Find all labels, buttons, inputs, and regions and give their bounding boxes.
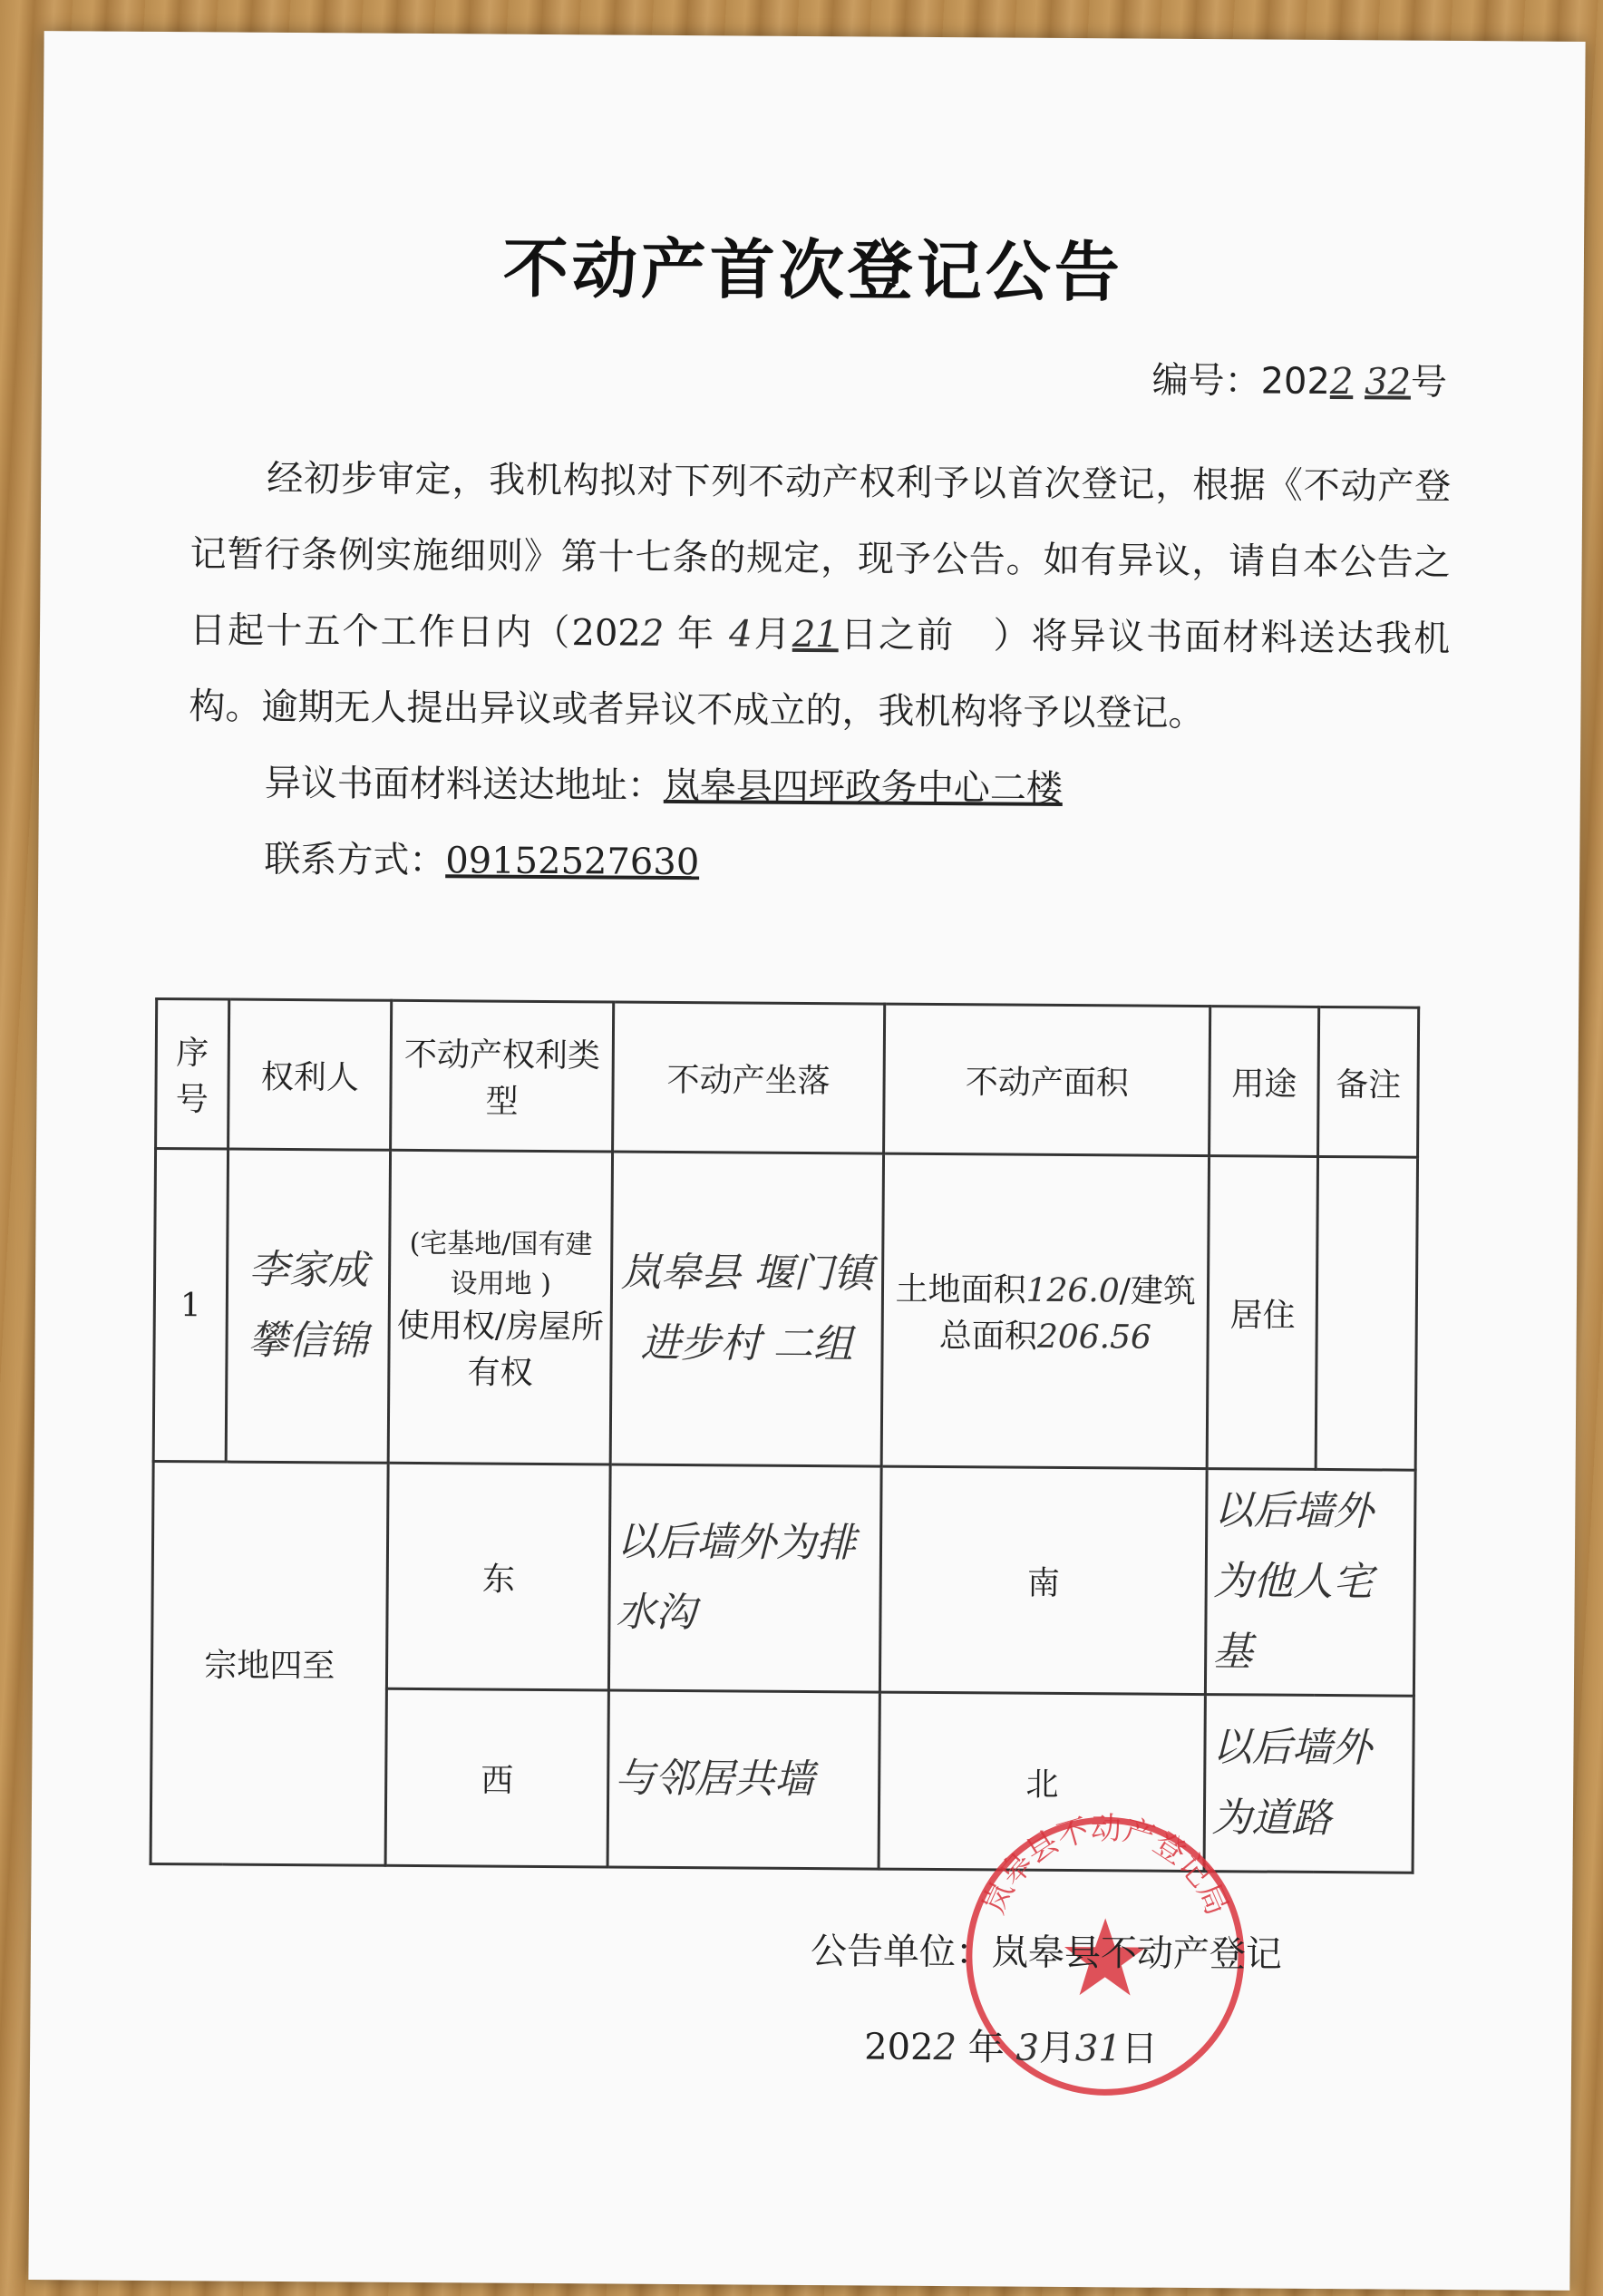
contact-info: 联系方式：09152527630 [264, 838, 700, 884]
registration-table [150, 997, 1421, 1874]
south-boundary: 以后墙外为他人宅基 [1206, 1469, 1415, 1697]
svg-text:岚皋县不动产登记局: 岚皋县不动产登记局 [976, 1810, 1236, 1921]
row-number: 1 [153, 1148, 228, 1462]
header-cell: 备注 [1318, 1007, 1419, 1157]
notice-date: 2022 年 3月31日 [864, 2026, 1158, 2070]
right-type: (宅基地/国有建设用地 ) 使用权/房屋所有权 [389, 1150, 613, 1464]
right-holder: 李家成 攀信锦 [226, 1149, 391, 1463]
objection-address: 异议书面材料送达地址：岚皋县四坪政务中心二楼 [264, 762, 1064, 810]
header-cell: 权利人 [228, 999, 392, 1150]
notice-paragraph: 经初步审定，我机构拟对下列不动产权利予以首次登记，根据《不动产登记暂行条例实施细则》第十七条的规定，现予公告。如有异议，请自本公告之日起十五个工作日内（2022 年 4月21日之前 ）将异议书面材料送达我机构。逾期无人提出异议或者异议不成立的，我机构将予以登记。 [189, 457, 1452, 735]
table-header-row [156, 998, 1419, 1157]
east-label: 东 [387, 1463, 610, 1690]
remark [1316, 1156, 1417, 1470]
table-row [153, 1148, 1417, 1470]
property-use: 居住 [1208, 1156, 1318, 1470]
header-cell: 不动产权利类型 [391, 1000, 614, 1152]
issuing-unit: 公告单位：岚皋县不动产登记 [810, 1931, 1283, 1976]
boundary-row-east-south [151, 1461, 1415, 1696]
west-label: 西 [386, 1688, 609, 1867]
north-boundary: 以后墙外为道路 [1204, 1695, 1414, 1873]
header-cell: 不动产坐落 [612, 1002, 884, 1153]
notice-paper [28, 31, 1585, 2291]
south-label: 南 [880, 1466, 1208, 1695]
property-area: 土地面积126.0/建筑总面积206.56 [881, 1153, 1210, 1468]
boundary-label: 宗地四至 [151, 1461, 389, 1865]
notice-body [188, 440, 1451, 906]
header-cell: 不动产面积 [884, 1004, 1210, 1156]
notice-title: 不动产首次登记公告 [502, 229, 1124, 311]
north-label: 北 [879, 1692, 1206, 1872]
header-cell: 序号 [156, 998, 229, 1149]
document-number: 编号：2022 32号 [1151, 359, 1448, 404]
west-boundary: 与邻居共墙 [607, 1690, 880, 1869]
east-boundary: 以后墙外为排水沟 [608, 1464, 881, 1692]
property-location: 岚皋县 堰门镇 进步村 二组 [610, 1152, 884, 1466]
header-cell: 用途 [1210, 1007, 1319, 1157]
